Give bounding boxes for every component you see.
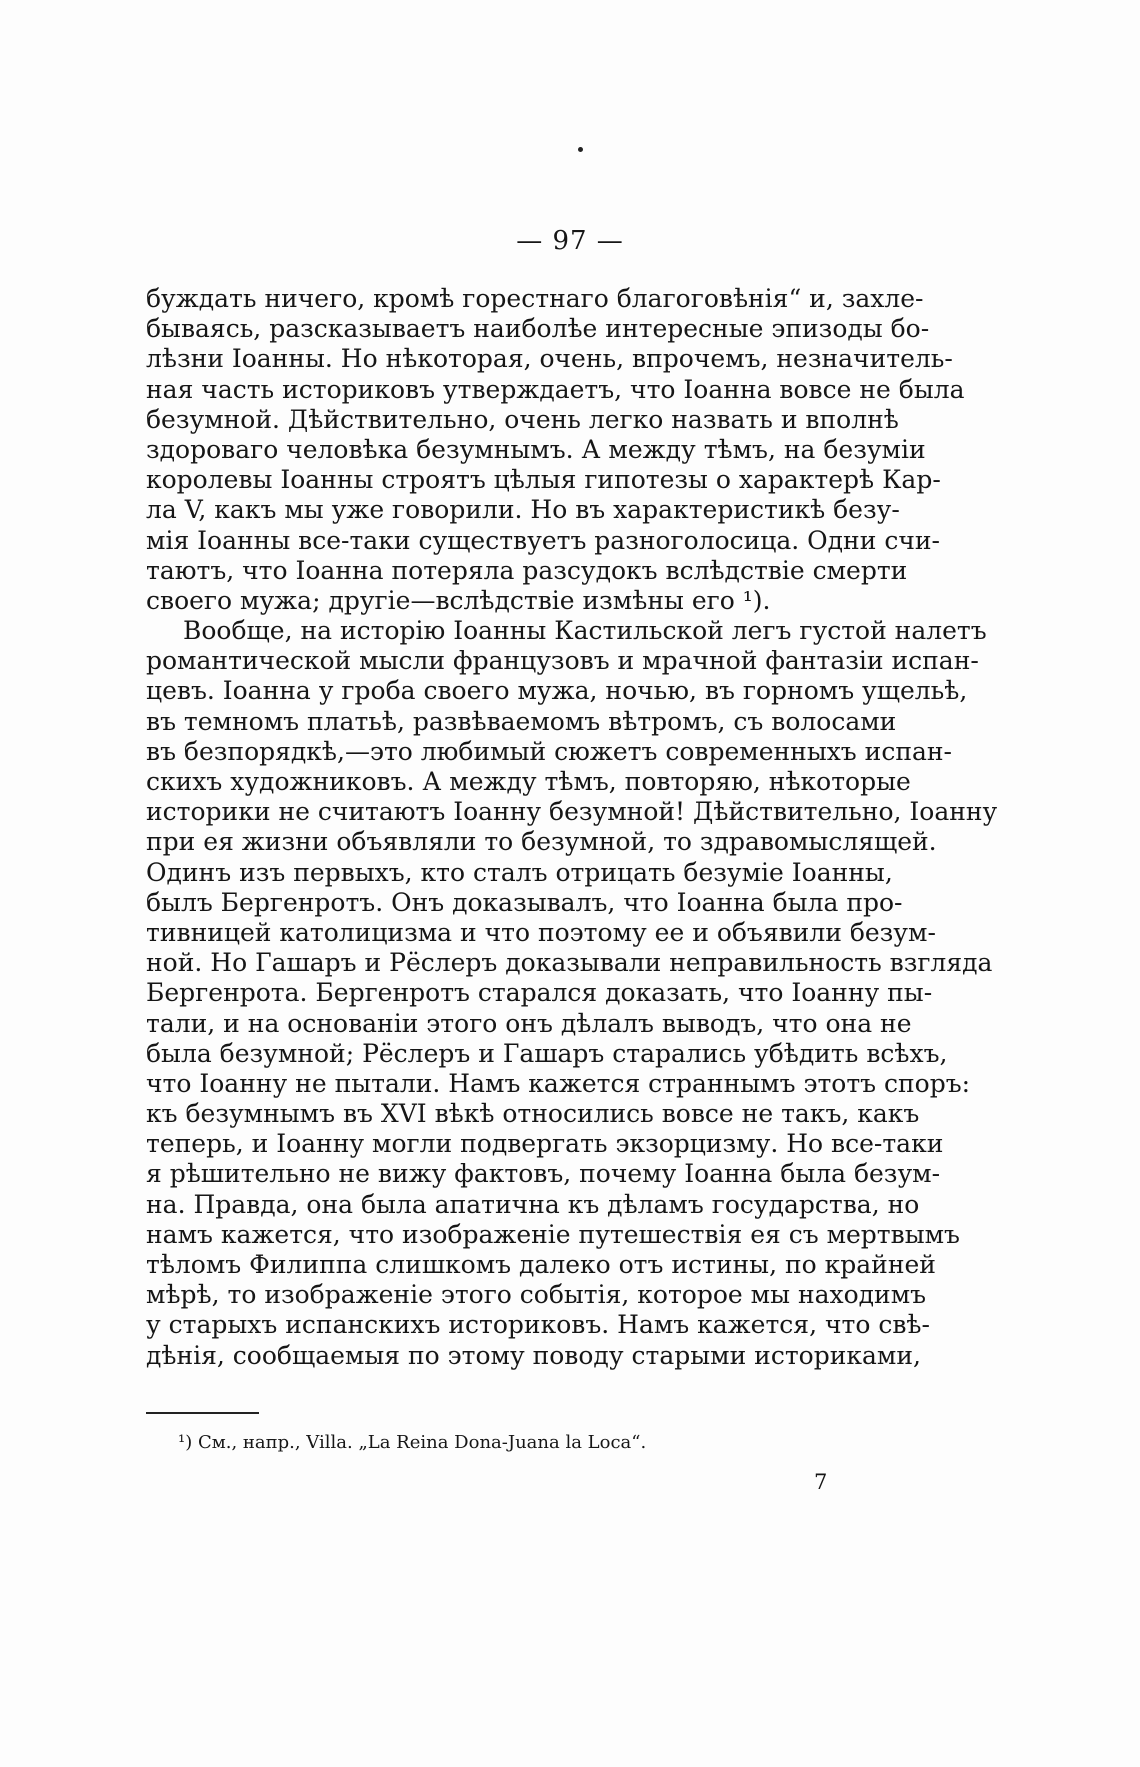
- text-line: былъ Бергенротъ. Онъ доказывалъ, что Іоанна была про-: [146, 887, 903, 917]
- paragraph: [146, 616, 998, 1371]
- sheet-signature: 7: [814, 1470, 828, 1494]
- text-line: въ безпорядкѣ,—это любимый сюжетъ современныхъ испан-: [146, 736, 953, 766]
- text-line: мѣрѣ, то изображеніе этого событія, которое мы находимъ: [146, 1280, 927, 1310]
- text-line: историки не считаютъ Іоанну безумной! Дѣйствительно, Іоанну: [146, 797, 998, 827]
- text-line: что Іоанну не пытали. Намъ кажется страннымъ этотъ споръ:: [146, 1068, 971, 1098]
- text-line: скихъ художниковъ. А между тѣмъ, повторяю, нѣкоторые: [146, 767, 911, 796]
- text-line: ла V, какъ мы уже говорили. Но въ характеристикѣ безу-: [146, 495, 900, 525]
- text-line: здороваго человѣка безумнымъ. А между тѣмъ, на безуміи: [146, 434, 926, 464]
- text-line: Бергенрота. Бергенротъ старался доказать, что Іоанну пы-: [146, 978, 933, 1008]
- text-line: цевъ. Іоанна у гроба своего мужа, ночью, въ горномъ ущельѣ,: [146, 676, 968, 706]
- text-line: тивницей католицизма и что поэтому ее и объявили безум-: [146, 917, 936, 947]
- text-line: Вообще, на исторію Іоанны Кастильской легъ густой налетъ: [183, 616, 987, 646]
- text-line: при ея жизни объявляли то безумной, то здравомыслящей.: [146, 827, 937, 857]
- text-line: я рѣшительно не вижу фактовъ, почему Іоанна была безум-: [146, 1159, 941, 1189]
- text-line: буждать ничего, кромѣ горестнаго благоговѣнія“ и, захле-: [146, 284, 924, 313]
- text-line: теперь, и Іоанну могли подвергать экзорцизму. Но все-таки: [146, 1129, 944, 1159]
- text-line: дѣнія, сообщаемыя по этому поводу старыми историками,: [146, 1340, 921, 1370]
- text-line: своего мужа; другіе—вслѣдствіе измѣны его ¹).: [146, 585, 771, 615]
- text-line: безумной. Дѣйствительно, очень легко назвать и вполнѣ: [146, 404, 899, 434]
- text-line: въ темномъ платьѣ, развѣваемомъ вѣтромъ, съ волосами: [146, 706, 897, 736]
- text-line: къ безумнымъ въ XVI вѣкѣ относились вовсе не такъ, какъ: [146, 1099, 920, 1129]
- text-line: на. Правда, она была апатична къ дѣламъ государства, но: [146, 1189, 920, 1219]
- page-number: — 97 —: [516, 226, 624, 256]
- text-line: королевы Іоанны строятъ цѣлыя гипотезы о характерѣ Кар-: [146, 465, 941, 495]
- text-line: таютъ, что Іоанна потеряла разсудокъ вслѣдствіе смерти: [146, 555, 908, 585]
- text-line: мія Іоанны все-таки существуетъ разноголосица. Одни счи-: [146, 525, 940, 555]
- text-line: у старыхъ испанскихъ историковъ. Намъ кажется, что свѣ-: [146, 1310, 930, 1340]
- text-line: романтической мысли французовъ и мрачной фантазіи испан-: [146, 646, 979, 676]
- text-line: ная часть историковъ утверждаетъ, что Іоанна вовсе не была: [146, 374, 965, 404]
- footnote-divider: [146, 1412, 259, 1414]
- text-line: ной. Но Гашаръ и Рёслеръ доказывали неправильность взгляда: [146, 948, 993, 978]
- text-line: лѣзни Іоанны. Но нѣкоторая, очень, впрочемъ, незначитель-: [146, 344, 953, 374]
- footnote: ¹) См., напр., Villa. „La Reina Dona-Juana la Loca“.: [178, 1432, 647, 1453]
- text-line: Одинъ изъ первыхъ, кто сталъ отрицать безуміе Іоанны,: [146, 857, 893, 887]
- print-speck: [578, 147, 583, 152]
- text-line: тали, и на основаніи этого онъ дѣлалъ выводъ, что она не: [146, 1008, 912, 1038]
- text-line: намъ кажется, что изображеніе путешествія ея съ мертвымъ: [146, 1219, 960, 1249]
- body-text: [146, 284, 998, 1371]
- text-line: тѣломъ Филиппа слишкомъ далеко отъ истины, по крайней: [146, 1250, 936, 1279]
- text-line: бываясь, разсказываетъ наиболѣе интересные эпизоды бо-: [146, 314, 930, 344]
- text-line: была безумной; Рёслеръ и Гашаръ старались убѣдить всѣхъ,: [146, 1038, 948, 1068]
- paragraph: [146, 284, 965, 616]
